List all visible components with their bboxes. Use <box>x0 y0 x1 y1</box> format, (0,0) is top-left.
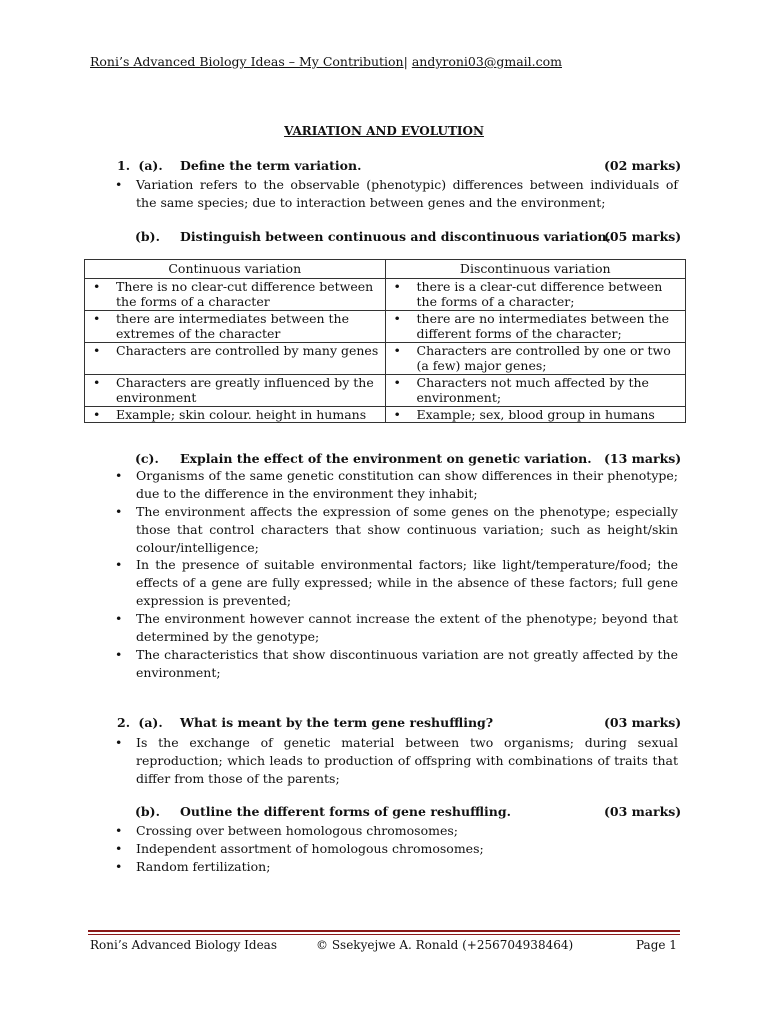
bullet: • <box>93 278 101 294</box>
bullet: • <box>93 406 101 422</box>
cell-text: Characters are greatly influenced by the environment <box>116 374 374 405</box>
bullet: • <box>115 504 123 519</box>
table-header-row <box>85 260 686 279</box>
bullet: • <box>393 278 401 294</box>
q1a-question: Define the term variation. <box>180 158 362 173</box>
list-item <box>115 503 678 556</box>
q1c-point: The environment affects the expression of some genes on the phenotype; especially those that control characters that show continuous variation; such as height/skin colour/intelligence; <box>136 504 678 555</box>
table-cell <box>85 374 386 406</box>
q1c-point: The environment however cannot increase the extent of the phenotype; beyond that determined by the genotype; <box>136 611 678 644</box>
footer-rule-thick <box>88 930 680 932</box>
table-header-discontinuous: Discontinuous variation <box>385 260 686 279</box>
q1b-question: Distinguish between continuous and discontinuous variation. <box>180 229 611 244</box>
list-item <box>115 176 678 212</box>
q1c-question: Explain the effect of the environment on genetic variation. <box>180 451 592 466</box>
table-cell <box>385 278 686 310</box>
cell-text: there is a clear-cut difference between the forms of a character; <box>416 278 663 309</box>
q1b-part: (b). <box>135 229 160 244</box>
header-title: Roni’s Advanced Biology Ideas – My Contribution <box>90 54 404 69</box>
list-item <box>115 822 678 840</box>
cell-text: Example; skin colour. height in humans <box>116 406 367 422</box>
header-email-link[interactable]: andyroni03@gmail.com <box>411 54 562 69</box>
list-item <box>115 646 678 682</box>
q2b-point: Random fertilization; <box>136 859 271 874</box>
q2a-marks: (03 marks) <box>604 715 682 730</box>
footer-rule-thin <box>88 934 680 935</box>
q1c-point: Organisms of the same genetic constitution can show differences in their phenotype; due to the difference in the environment they inhabit; <box>136 468 678 501</box>
table-cell <box>385 342 686 374</box>
q1a-part: (a). <box>138 158 163 173</box>
bullet: • <box>93 342 101 358</box>
bullet: • <box>115 841 123 856</box>
page-header <box>90 54 562 69</box>
cell-text: Example; sex, blood group in humans <box>416 406 655 422</box>
cell-text: there are no intermediates between the different forms of the character; <box>416 310 670 341</box>
q1a-heading <box>117 158 362 173</box>
cell-text: Characters not much affected by the environment; <box>416 374 649 405</box>
table-row <box>85 374 686 406</box>
list-item <box>115 556 678 609</box>
list-item <box>115 467 678 503</box>
q1c-point: In the presence of suitable environmental factors; like light/temperature/food; the effects of a gene are fully expressed; while in the absence of these factors; full gene expression is prevented; <box>136 557 678 608</box>
cell-text: There is no clear-cut difference between the forms of a character <box>116 278 374 309</box>
list-item <box>115 858 678 876</box>
table-cell <box>385 310 686 342</box>
q2a-answer: Is the exchange of genetic material between two organisms; during sexual reproduction; which leads to production of offspring with combinations of traits that differ from those of the parents; <box>136 735 678 786</box>
bullet: • <box>115 735 123 750</box>
bullet: • <box>393 406 401 422</box>
footer-page-number: Page 1 <box>636 938 677 952</box>
document-title: VARIATION AND EVOLUTION <box>284 124 484 138</box>
q1c-point: The characteristics that show discontinuous variation are not greatly affected by the environment; <box>136 647 678 680</box>
list-item <box>115 734 678 787</box>
table-header-continuous: Continuous variation <box>85 260 386 279</box>
bullet: • <box>115 823 123 838</box>
bullet: • <box>93 374 101 390</box>
q2a-question: What is meant by the term gene reshuffling? <box>180 715 494 730</box>
q2b-point: Independent assortment of homologous chromosomes; <box>136 841 484 856</box>
q1a-answer: Variation refers to the observable (phenotypic) differences between individuals of the same species; due to interaction between genes and the environment; <box>136 177 678 210</box>
variation-comparison-table <box>84 259 686 423</box>
bullet: • <box>115 859 123 874</box>
bullet: • <box>393 342 401 358</box>
table-cell <box>385 374 686 406</box>
bullet: • <box>115 557 123 572</box>
q2a-part: (a). <box>138 715 163 730</box>
q2b-marks: (03 marks) <box>604 804 682 819</box>
q2b-point: Crossing over between homologous chromosomes; <box>136 823 458 838</box>
table-cell <box>85 342 386 374</box>
q1c-marks: (13 marks) <box>604 451 682 466</box>
bullet: • <box>393 310 401 326</box>
bullet: • <box>115 468 123 483</box>
table-row <box>85 406 686 423</box>
q2a-heading <box>117 715 494 730</box>
table-cell <box>385 406 686 423</box>
footer-copyright: © Ssekyejwe A. Ronald (+256704938464) <box>316 938 574 952</box>
q1b-marks: (05 marks) <box>604 229 682 244</box>
table-cell <box>85 406 386 423</box>
table-row <box>85 278 686 310</box>
q1-number: 1. <box>117 158 131 173</box>
table-cell <box>85 310 386 342</box>
cell-text: Characters are controlled by many genes <box>116 342 379 358</box>
q1c-part: (c). <box>135 451 159 466</box>
bullet: • <box>115 177 123 192</box>
q2-number: 2. <box>117 715 131 730</box>
list-item <box>115 840 678 858</box>
bullet: • <box>393 374 401 390</box>
cell-text: there are intermediates between the extremes of the character <box>116 310 349 341</box>
header-separator: | <box>403 54 408 69</box>
cell-text: Characters are controlled by one or two (a few) major genes; <box>416 342 671 373</box>
list-item <box>115 610 678 646</box>
bullet: • <box>115 647 123 662</box>
q2b-part: (b). <box>135 804 160 819</box>
table-cell <box>85 278 386 310</box>
table-row <box>85 342 686 374</box>
footer-left: Roni’s Advanced Biology Ideas <box>90 938 277 952</box>
q1a-marks: (02 marks) <box>604 158 682 173</box>
bullet: • <box>93 310 101 326</box>
q2b-question: Outline the different forms of gene reshuffling. <box>180 804 511 819</box>
table-row <box>85 310 686 342</box>
bullet: • <box>115 611 123 626</box>
